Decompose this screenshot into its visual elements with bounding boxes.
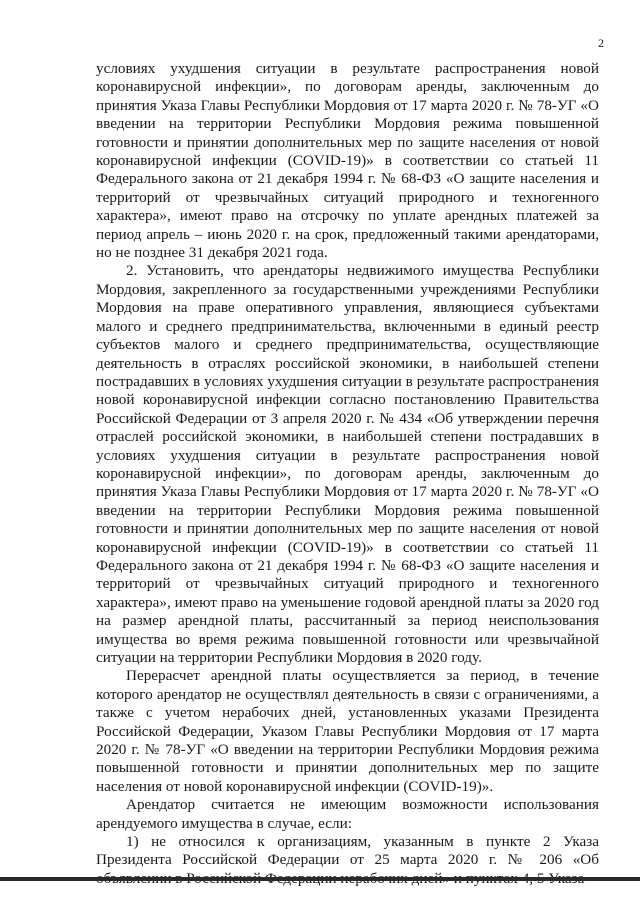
scan-bottom-edge [0, 877, 640, 881]
paragraph-continuation: условиях ухудшения ситуации в результате распространения новой коронавирусной инфекции», по договорам аренды, заключенным до принятия Указа Главы Республики Мордовия от 17 марта 2020 г. № 78-УГ «О введении на территории Республики Мордовия режима повышенной готовности и принятии дополнительных мер по защите населения от новой коронавирусной инфекции (COVID-19)» в соответствии со статьей 11 Федерального закона от 21 декабря 1994 г. № 68-ФЗ «О защите населения и территорий от чрезвычайных ситуаций природного и техногенного характера», имеют право на отсрочку по уплате арендных платежей за период апрель – июнь 2020 г. на срок, предложенный такими арендаторами, но не позднее 31 декабря 2021 года. [96, 60, 599, 262]
paragraph-item-2: 2. Установить, что арендаторы недвижимого имущества Республики Мордовия, закрепленного за государственными учреждениями Республики Мордовия на праве оперативного управления, являющиеся субъектами малого и среднего предпринимательства, включенными в единый реестр субъектов малого и среднего предпринимательства, осуществляющие деятельность в отраслях российской экономики, в наибольшей степени пострадавших в условиях ухудшения ситуации в результате распространения новой коронавирусной инфекции согласно постановлению Правительства Российской Федерации от 3 апреля 2020 г. № 434 «Об утверждении перечня отраслей российской экономики, в наибольшей степени пострадавших в условиях ухудшения ситуации в результате распространения новой коронавирусной инфекции», по договорам аренды, заключенным до принятия Указа Главы Республики Мордовия от 17 марта 2020 г. № 78-УГ «О введении на территории Республики Мордовия режима повышенной готовности и принятии дополнительных мер по защите населения от новой коронавирусной инфекции (COVID-19)» в соответствии со статьей 11 Федерального закона от 21 декабря 1994 г. № 68-ФЗ «О защите населения и территорий от чрезвычайных ситуаций природного и техногенного характера», имеют право на уменьшение годовой арендной платы за 2020 год на размер арендной платы, рассчитанный за период неиспользования имущества во время режима повышенной готовности или чрезвычайной ситуации на территории Республики Мордовия в 2020 году. [96, 262, 599, 666]
paragraph-conditions: Арендатор считается не имеющим возможности использования арендуемого имущества в случае, если: [96, 796, 599, 832]
page-number: 2 [598, 36, 604, 50]
paragraph-condition-1: 1) не относился к организациям, указанным в пункте 2 Указа Президента Российской Федерации от 25 марта 2020 г. № 206 «Об [96, 833, 599, 869]
paragraph-recalculation: Перерасчет арендной платы осуществляется за период, в течение которого арендатор не осуществлял деятельность в связи с ограничениями, а также с учетом нерабочих дней, установленных указами Президента Российской Федерации, Указом Главы Республики Мордовия от 17 марта 2020 г. № 78-УГ «О введении на территории Республики Мордовия режима повышенной готовности и принятии дополнительных мер по защите населения от новой коронавирусной инфекции (COVID-19)». [96, 667, 599, 795]
document-body [96, 60, 599, 888]
